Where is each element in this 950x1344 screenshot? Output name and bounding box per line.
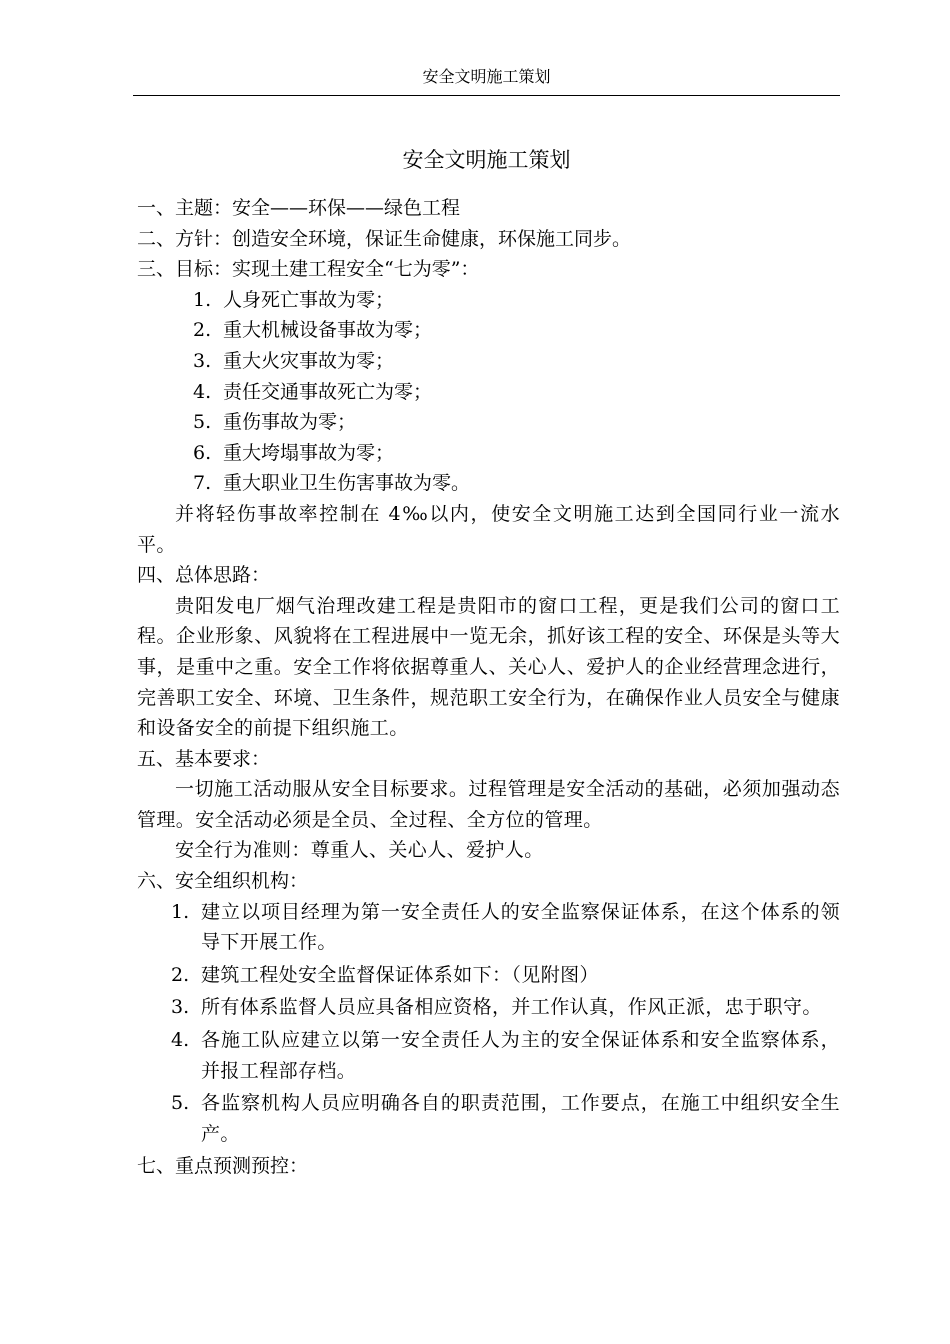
requirements-paragraph: 一切施工活动服从安全目标要求。过程管理是安全活动的基础，必须加强动态管理。安全活动必须是全员、全过程、全方位的管理。	[137, 778, 840, 831]
goal-item	[137, 407, 840, 438]
section-theme: 一、主题：安全——环保——绿色工程	[137, 197, 461, 219]
org-number: 1.	[171, 900, 190, 923]
org-text: 建筑工程处安全监督保证体系如下：（见附图）	[201, 963, 599, 986]
goal-number: 1.	[193, 288, 212, 311]
approach-paragraph: 贵阳发电厂烟气治理改建工程是贵阳市的窗口工程，更是我们公司的窗口工程。企业形象、风貌将在工程进展中一览无余，抓好该工程的安全、环保是头等大事，是重中之重。安全工作将依据尊重人、关心人、爱护人的企业经营理念进行，完善职工安全、环境、卫生条件，规范职工安全行为，在确保作业人员安全与健康和设备安全的前提下组织施工。	[137, 594, 840, 740]
goal-number: 3.	[193, 349, 212, 372]
section-approach: 四、总体思路：	[137, 564, 271, 587]
org-item	[137, 897, 840, 958]
org-text: 建立以项目经理为第一安全责任人的安全监察保证体系，在这个体系的领导下开展工作。	[201, 900, 840, 954]
goal-item	[137, 377, 840, 408]
goal-item	[137, 346, 840, 377]
goal-text: 责任交通事故死亡为零；	[223, 380, 433, 403]
goal-number: 4.	[193, 380, 212, 403]
org-item	[137, 960, 840, 991]
org-item	[137, 992, 840, 1023]
org-text: 各施工队应建立以第一安全责任人为主的安全保证体系和安全监察体系，并报工程部存档。	[201, 1029, 840, 1082]
document-title: 安全文明施工策划	[402, 148, 571, 172]
goal-item	[137, 468, 840, 499]
document-body	[137, 193, 840, 1182]
goal-list	[137, 285, 840, 499]
section-policy: 二、方针：创造安全环境，保证生命健康，环保施工同步。	[137, 227, 632, 250]
org-text: 各监察机构人员应明确各自的职责范围，工作要点，在施工中组织安全生产。	[201, 1092, 840, 1145]
header-rule	[133, 95, 840, 96]
goal-item	[137, 285, 840, 316]
section-requirements: 五、基本要求：	[137, 747, 271, 770]
goal-paragraph: 并将轻伤事故率控制在 4‰以内，使安全文明施工达到全国同行业一流水平。	[137, 502, 840, 556]
org-text: 所有体系监督人员应具备相应资格，并工作认真，作风正派，忠于职守。	[201, 996, 822, 1019]
goal-text: 重大火灾事故为零；	[223, 349, 395, 372]
goal-number: 2.	[193, 319, 212, 342]
goal-text: 重伤事故为零；	[223, 411, 357, 434]
section-organization: 六、安全组织机构：	[137, 870, 309, 893]
goal-text: 重大机械设备事故为零；	[223, 319, 433, 342]
conduct-paragraph: 安全行为准则：尊重人、关心人、爱护人。	[175, 839, 544, 862]
goal-item	[137, 438, 840, 469]
org-item	[137, 1088, 840, 1149]
goal-text: 重大垮塌事故为零；	[223, 441, 395, 464]
section-goals: 三、目标：实现土建工程安全“七为零”：	[137, 258, 480, 281]
goal-number: 6.	[193, 441, 212, 464]
org-number: 2.	[171, 963, 190, 986]
org-number: 5.	[171, 1092, 190, 1115]
goal-text: 人身死亡事故为零；	[223, 288, 395, 311]
org-number: 4.	[171, 1029, 190, 1052]
organization-list	[137, 897, 840, 1150]
section-prediction: 七、重点预测预控：	[137, 1155, 309, 1178]
goal-text: 重大职业卫生伤害事故为零。	[223, 472, 471, 495]
running-header: 安全文明施工策划	[422, 67, 551, 86]
org-item	[137, 1025, 840, 1086]
goal-number: 5.	[193, 411, 212, 434]
goal-number: 7.	[193, 472, 212, 495]
org-number: 3.	[171, 996, 190, 1019]
goal-item	[137, 315, 840, 346]
